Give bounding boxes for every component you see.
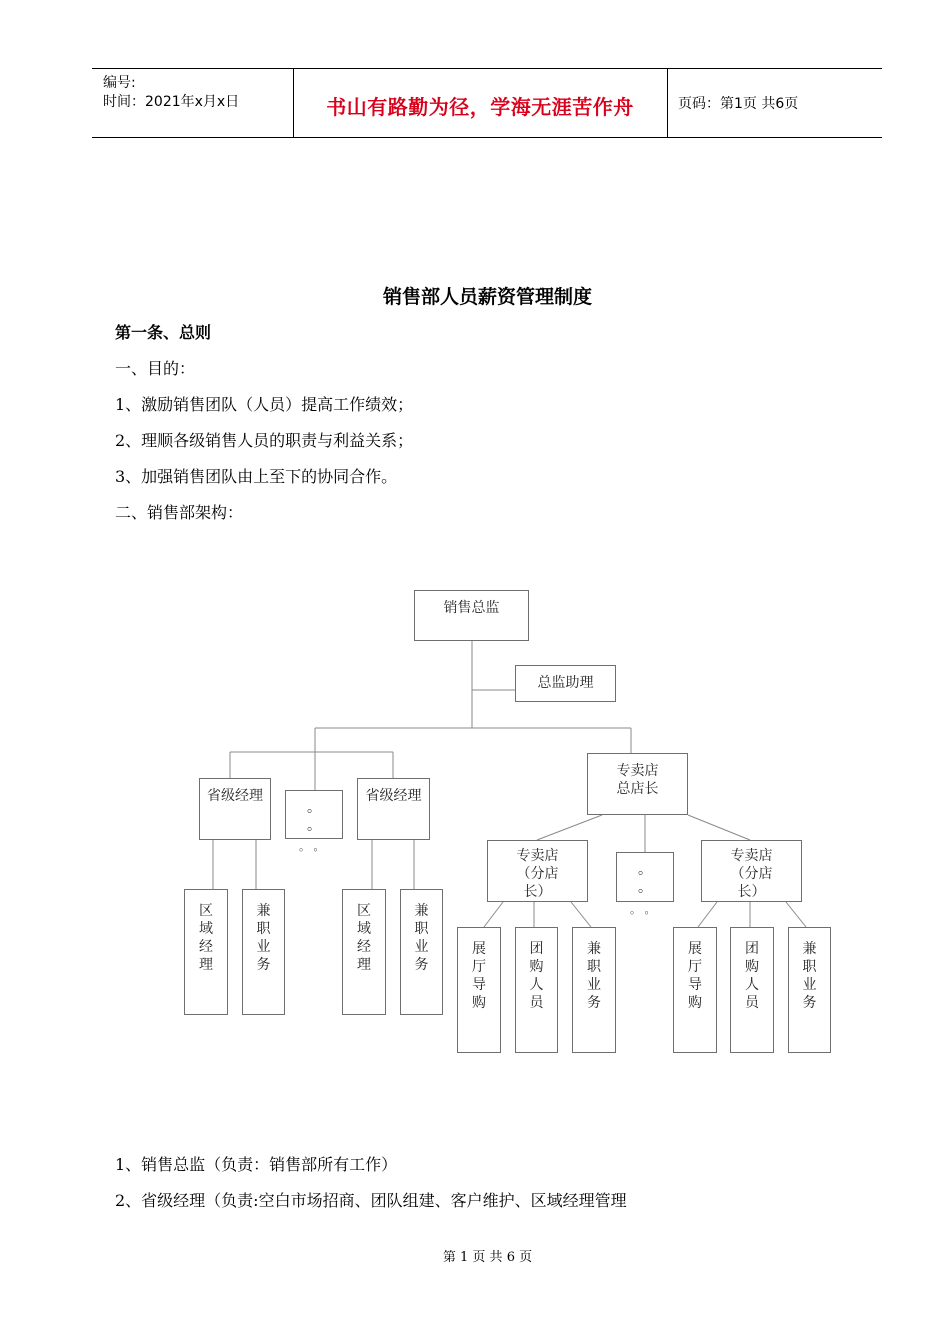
branch-label: （分店 (730, 866, 773, 882)
showroom-guide-node (673, 927, 717, 1053)
branch-manager-node (487, 840, 588, 902)
node-char: 团 (745, 941, 759, 957)
node-char: 兼 (414, 903, 429, 919)
node-char: 展 (688, 941, 702, 957)
branch-label: 长） (737, 884, 766, 900)
purpose-heading: 一、目的： (115, 359, 196, 378)
node-char: 团 (529, 941, 544, 957)
store-gm-label: 专卖店 (616, 763, 659, 779)
store-gm-label: 总店长 (616, 781, 659, 797)
structure-heading: 二、销售部架构： (115, 503, 244, 522)
assistant-label: 总监助理 (537, 675, 594, 691)
node-char: 展 (472, 941, 486, 957)
director-label: 销售总监 (443, 600, 500, 616)
ellipsis-dots-row: 。 。 (630, 903, 656, 916)
purpose-item: 1、激励销售团队（人员）提高工作绩效； (115, 395, 414, 414)
part-time-sales-node (572, 927, 616, 1053)
node-char: 厅 (472, 959, 486, 975)
node-char: 业 (256, 939, 271, 955)
node-char: 理 (199, 957, 213, 973)
director-node (414, 590, 529, 641)
regional-manager-node (342, 889, 386, 1015)
ellipsis-dot: 。 (638, 862, 652, 878)
node-char: 员 (529, 995, 544, 1011)
header-motto: 书山有路勤为径，学海无涯苦作舟 (326, 95, 634, 119)
node-char: 业 (802, 977, 817, 993)
node-char: 购 (688, 995, 702, 1011)
page-footer: 第 1 页 共 6 页 (442, 1250, 533, 1265)
node-char: 职 (414, 921, 429, 937)
ellipsis-node (616, 852, 674, 902)
section-heading: 第一条、总则 (115, 323, 212, 342)
duty-item: 1、销售总监（负责：销售部所有工作） (115, 1155, 398, 1174)
node-char: 业 (414, 939, 429, 955)
node-char: 区 (357, 903, 371, 919)
node-char: 务 (256, 957, 271, 973)
node-char: 购 (745, 959, 759, 975)
ellipsis-dot: 。 (307, 800, 321, 816)
node-char: 导 (472, 977, 486, 993)
node-char: 职 (256, 921, 271, 937)
part-time-sales-node (400, 889, 443, 1015)
document-number-label: 编号: (103, 75, 136, 91)
node-char: 务 (587, 995, 601, 1011)
ellipsis-dots-row: 。 。 (299, 840, 325, 853)
provincial-manager-node (199, 778, 271, 840)
branch-label: （分店 (516, 866, 559, 882)
provincial-manager-label: 省级经理 (365, 788, 422, 804)
header-page-info: 页码：第1页 共6页 (678, 96, 799, 112)
group-purchase-node (730, 927, 774, 1053)
node-char: 购 (472, 995, 486, 1011)
purpose-item: 2、理顺各级销售人员的职责与利益关系； (115, 431, 414, 450)
provincial-manager-node (357, 778, 430, 840)
ellipsis-dot: 。 (307, 818, 321, 834)
node-char: 域 (199, 921, 213, 937)
node-char: 兼 (256, 903, 271, 919)
node-char: 员 (745, 995, 759, 1011)
node-char: 经 (357, 939, 371, 955)
purpose-item: 3、加强销售团队由上至下的协同合作。 (115, 467, 398, 486)
branch-label: 专卖店 (516, 848, 559, 864)
node-char: 厅 (688, 959, 702, 975)
group-purchase-node (515, 927, 558, 1053)
part-time-sales-node (788, 927, 831, 1053)
node-char: 经 (199, 939, 213, 955)
regional-manager-node (184, 889, 228, 1015)
node-char: 人 (745, 977, 759, 993)
ellipsis-node (285, 790, 343, 839)
node-char: 兼 (802, 941, 817, 957)
document-time-label: 时间：2021年x月x日 (103, 94, 240, 110)
node-char: 职 (587, 959, 601, 975)
node-char: 购 (529, 959, 544, 975)
part-time-sales-node (242, 889, 285, 1015)
node-char: 业 (587, 977, 601, 993)
branch-label: 专卖店 (730, 848, 773, 864)
ellipsis-dot: 。 (638, 880, 652, 896)
node-char: 务 (802, 995, 817, 1011)
assistant-node (515, 665, 616, 702)
node-char: 务 (414, 957, 429, 973)
node-char: 兼 (587, 941, 601, 957)
node-char: 职 (802, 959, 817, 975)
branch-manager-node (701, 840, 802, 902)
store-general-manager-node (587, 753, 688, 815)
branch-label: 长） (523, 884, 552, 900)
node-char: 域 (357, 921, 371, 937)
node-char: 人 (529, 977, 544, 993)
document-title: 销售部人员薪资管理制度 (382, 286, 592, 308)
node-char: 理 (357, 957, 371, 973)
showroom-guide-node (457, 927, 501, 1053)
node-char: 导 (688, 977, 702, 993)
duty-item: 2、省级经理（负责:空白市场招商、团队组建、客户维护、区域经理管理 (115, 1191, 627, 1210)
provincial-manager-label: 省级经理 (207, 788, 263, 804)
node-char: 区 (199, 903, 213, 919)
